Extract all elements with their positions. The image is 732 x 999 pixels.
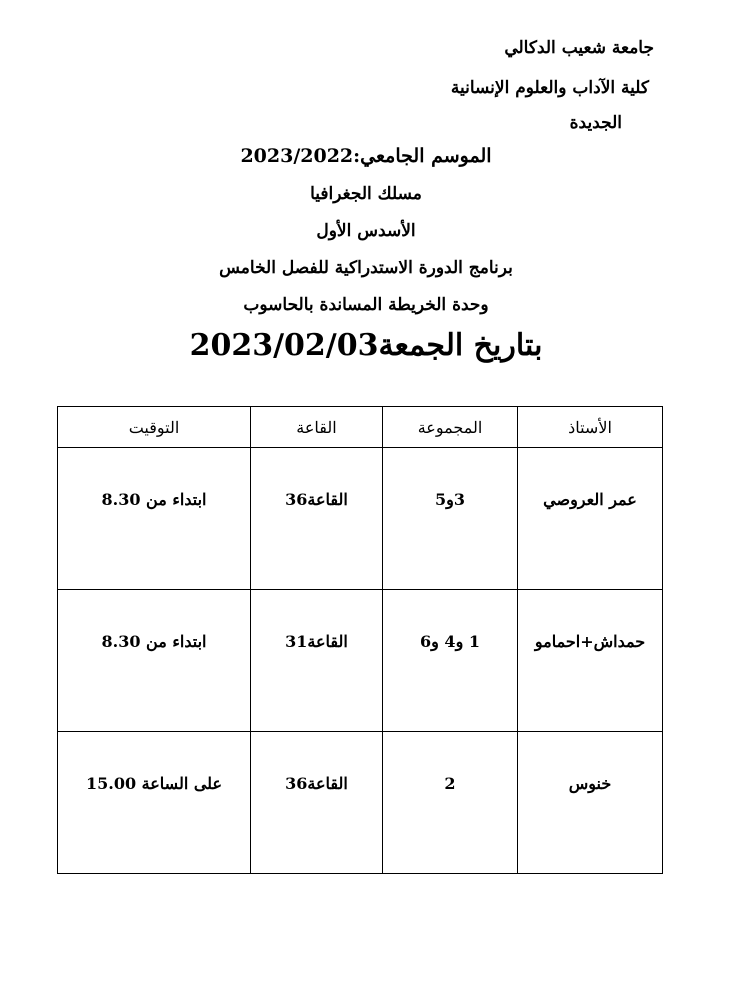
semester-name: الأسدس الأول (316, 221, 416, 241)
cell-room: القاعة36 (251, 448, 383, 590)
cell-professor: حمداش+احمامو (518, 590, 663, 732)
cell-room: القاعة36 (251, 732, 383, 874)
cell-professor: خنوس (518, 732, 663, 874)
program-title: برنامج الدورة الاستدراكية للفصل الخامس (219, 258, 513, 278)
header-group: المجموعة (383, 407, 518, 448)
table-row (58, 732, 663, 874)
faculty-name: كلية الآداب والعلوم الإنسانية (450, 78, 649, 98)
cell-group: 2 (383, 732, 518, 874)
header-professor: الأستاذ (518, 407, 663, 448)
table-row (58, 448, 663, 590)
module-title: وحدة الخريطة المساندة بالحاسوب (243, 295, 489, 315)
table-row (58, 590, 663, 732)
cell-time: على الساعة 15.00 (58, 732, 251, 874)
track-name: مسلك الجغرافيا (310, 184, 422, 204)
cell-time: ابتداء من 8.30 (58, 448, 251, 590)
cell-group: 1 و4 و6 (383, 590, 518, 732)
header-time: التوقيت (58, 407, 251, 448)
exam-date: بتاريخ الجمعة2023/02/03 (189, 328, 543, 363)
university-name: جامعة شعيب الدكالي (504, 38, 654, 58)
cell-room: القاعة31 (251, 590, 383, 732)
cell-time: ابتداء من 8.30 (58, 590, 251, 732)
table-header-row (58, 407, 663, 448)
academic-season: الموسم الجامعي:2023/2022 (240, 145, 492, 167)
city-name: الجديدة (569, 113, 622, 133)
schedule-table (57, 406, 663, 874)
cell-professor: عمر العروصي (518, 448, 663, 590)
cell-group: 3و5 (383, 448, 518, 590)
header-room: القاعة (251, 407, 383, 448)
